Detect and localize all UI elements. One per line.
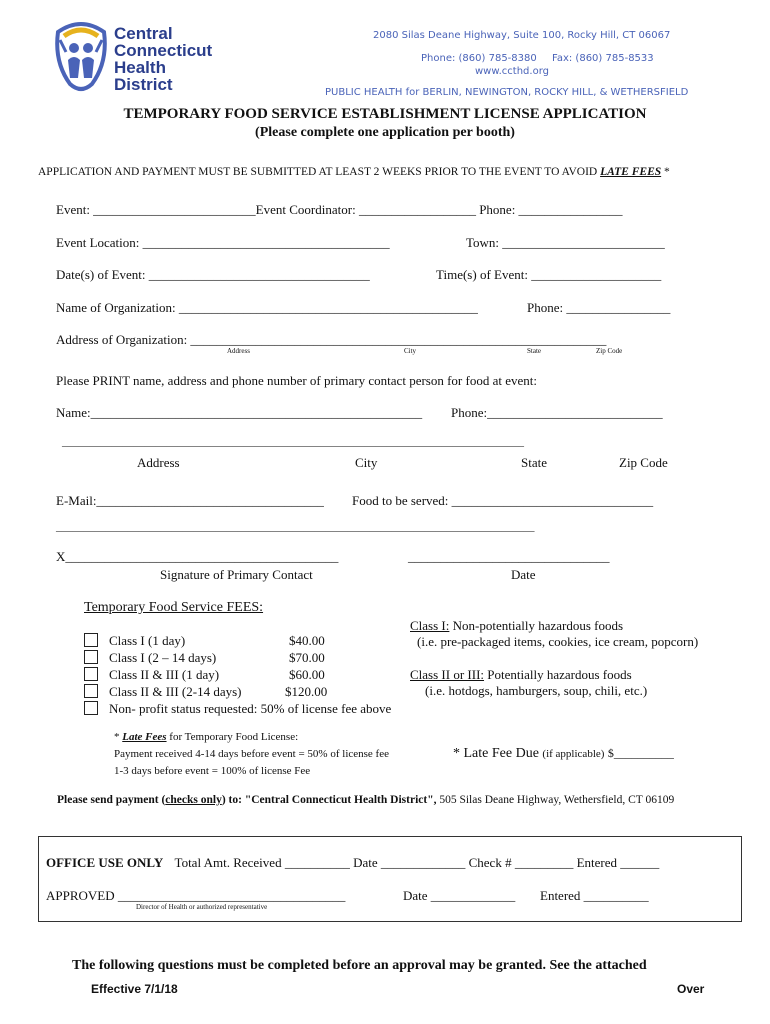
notice-late-fees: LATE FEES	[600, 166, 662, 178]
class23-heading: Class II or III:	[410, 667, 485, 682]
fee-price-class1-2-14days: $70.00	[289, 650, 325, 665]
organization-phone-field[interactable]: Phone: ________________	[527, 300, 671, 315]
page-title: TEMPORARY FOOD SERVICE ESTABLISHMENT LICENSE APPLICATION	[123, 106, 647, 122]
footer-note: The following questions must be completed before an approval may be granted. See the attached	[72, 958, 647, 973]
header-phone: Phone: (860) 785-8380	[421, 53, 537, 64]
office-use-row	[46, 855, 659, 871]
event-dates-field[interactable]: Date(s) of Event: __________________________________	[56, 267, 370, 282]
header-address: 2080 Silas Deane Highway, Suite 100, Rocky Hill, CT 06067	[373, 30, 671, 41]
class1-example: (i.e. pre-packaged items, cookies, ice cream, popcorn)	[417, 634, 699, 649]
logo-text-connecticut: Connecticut	[114, 41, 213, 60]
fee-price-class23-2-14days: $120.00	[285, 684, 328, 699]
late-fees-heading	[114, 731, 298, 743]
event-field[interactable]: Event: _________________________Event Coordinator: __________________ Phone: ________________	[56, 202, 623, 217]
logo-text-district: District	[114, 75, 173, 94]
signature-date-label: Date	[511, 567, 536, 582]
signature-date-field[interactable]: _______________________________	[408, 549, 610, 564]
header-fax: Fax: (860) 785-8533	[552, 53, 654, 64]
late-fee-due-paren: (if applicable)	[542, 748, 605, 760]
fee-price-class1-1day: $40.00	[289, 633, 325, 648]
office-approved-date[interactable]: Date _____________	[403, 888, 516, 903]
late-fee-rule-1: Payment received 4-14 days before event = 50% of license fee	[114, 748, 389, 760]
fee-checkbox-class1-1day[interactable]	[84, 633, 98, 647]
fee-label-class23-1day: Class II & III (1 day)	[109, 667, 220, 682]
logo-text-health: Health	[114, 58, 166, 77]
fee-label-class1-1day: Class I (1 day)	[109, 633, 186, 648]
fee-price-class23-1day: $60.00	[289, 667, 325, 682]
effective-date: Effective 7/1/18	[91, 982, 178, 996]
org-city-sublabel: City	[404, 347, 417, 355]
office-entered[interactable]: Entered __________	[540, 888, 649, 903]
signature-label: Signature of Primary Contact	[160, 567, 313, 582]
class1-desc: Non-potentially hazardous foods	[452, 618, 624, 633]
office-director-note: Director of Health or authorized representative	[136, 903, 268, 911]
payment-prefix: Please send payment (	[57, 794, 166, 806]
header-website: www.ccthd.org	[475, 66, 549, 77]
contact-name-field[interactable]: Name:___________________________________________________	[56, 405, 423, 420]
late-fee-due-label: * Late Fee Due	[453, 746, 539, 761]
event-times-field[interactable]: Time(s) of Event: ____________________	[436, 267, 662, 282]
food-continuation-line[interactable]: _______________________________________________________________________________________	[56, 521, 535, 533]
organization-name-field[interactable]: Name of Organization: ______________________________________________	[56, 300, 478, 315]
office-use-line1[interactable]: Total Amt. Received __________ Date _____________ Check # _________ Entered ______	[174, 855, 660, 870]
contact-state-label: State	[521, 455, 547, 470]
organization-address-field[interactable]: Address of Organization: ________________________________________________________________	[56, 332, 607, 347]
late-fee-due-amount[interactable]: $__________	[607, 746, 674, 760]
fee-label-class1-2-14days: Class I (2 – 14 days)	[109, 650, 217, 665]
contact-phone-field[interactable]: Phone:___________________________	[451, 405, 663, 420]
food-served-field[interactable]: Food to be served: _______________________________	[352, 493, 654, 508]
payment-address: 505 Silas Deane Highway, Wethersfield, CT 06109	[436, 794, 675, 806]
office-approved-field[interactable]: APPROVED ___________________________________	[46, 888, 346, 903]
org-zip-sublabel: Zip Code	[596, 347, 623, 355]
district-logo	[50, 12, 112, 96]
contact-address-line[interactable]: ____________________________________________________________________________________	[62, 436, 524, 448]
late-fee-due	[453, 746, 674, 762]
logo-text-central: Central	[114, 24, 173, 43]
notice-star: *	[661, 166, 670, 178]
org-address-sublabel: Address	[227, 347, 250, 355]
class23-example: (i.e. hotdogs, hamburgers, soup, chili, etc.)	[425, 683, 648, 698]
late-fee-rule-2: 1-3 days before event = 100% of license Fee	[114, 765, 311, 777]
class23-desc: Potentially hazardous foods	[487, 667, 632, 682]
late-fees-word: Late Fees	[122, 731, 167, 743]
signature-field[interactable]: X__________________________________________	[56, 549, 339, 564]
class23-description	[410, 667, 632, 683]
class1-heading: Class I:	[410, 618, 450, 633]
class1-description	[410, 618, 623, 634]
town-field[interactable]: Town: _________________________	[466, 235, 665, 250]
late-fees-heading-rest: for Temporary Food License:	[166, 731, 299, 743]
over-label: Over	[677, 982, 705, 996]
contact-city-label: City	[355, 455, 378, 470]
contact-email-field[interactable]: E-Mail:___________________________________	[56, 493, 324, 508]
late-fees-star: *	[114, 731, 123, 743]
header-towns: PUBLIC HEALTH for BERLIN, NEWINGTON, ROCKY HILL, & WETHERSFIELD	[325, 87, 689, 98]
office-use-label: OFFICE USE ONLY	[46, 855, 164, 870]
contact-instruction: Please PRINT name, address and phone number of primary contact person for food at event:	[56, 373, 537, 388]
logo-emblem-icon	[50, 12, 112, 96]
fee-checkbox-class23-1day[interactable]	[84, 667, 98, 681]
payment-payee: ) to: "Central Connecticut Health District",	[221, 794, 437, 806]
fee-checkbox-nonprofit[interactable]	[84, 701, 98, 715]
notice-text: APPLICATION AND PAYMENT MUST BE SUBMITTED AT LEAST 2 WEEKS PRIOR TO THE EVENT TO AVOID	[38, 166, 598, 178]
contact-zip-label: Zip Code	[619, 455, 668, 470]
page-subtitle: (Please complete one application per booth)	[255, 125, 515, 140]
fee-checkbox-class23-2-14days[interactable]	[84, 684, 98, 698]
contact-address-label: Address	[137, 455, 180, 470]
payment-instruction	[57, 794, 674, 806]
payment-checks-only: checks only	[165, 794, 222, 806]
event-location-field[interactable]: Event Location: ______________________________________	[56, 235, 390, 250]
submission-notice	[38, 166, 670, 178]
org-state-sublabel: State	[527, 347, 541, 355]
fee-label-class23-2-14days: Class II & III (2-14 days)	[109, 684, 242, 699]
fee-checkbox-class1-2-14days[interactable]	[84, 650, 98, 664]
fee-label-nonprofit: Non- profit status requested: 50% of license fee above	[109, 701, 392, 716]
fees-heading: Temporary Food Service FEES:	[84, 600, 264, 615]
